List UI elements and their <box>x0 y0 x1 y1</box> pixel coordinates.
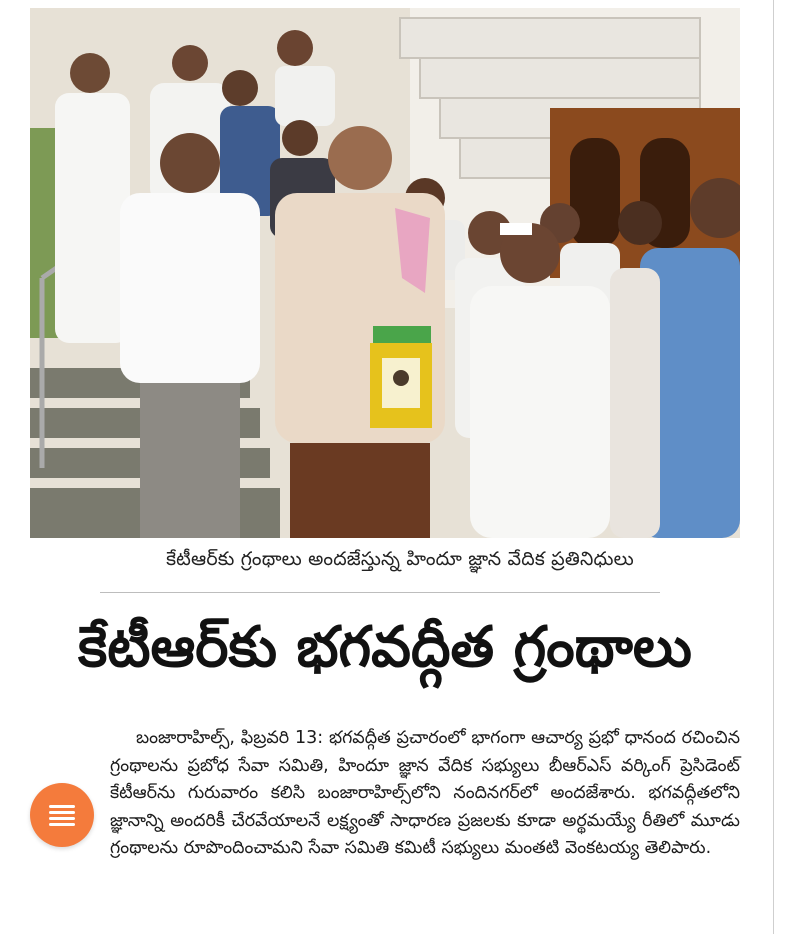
menu-icon <box>49 804 75 826</box>
menu-button[interactable] <box>30 783 94 847</box>
article-paragraph: బంజారాహిల్స్‌, ఫిబ్రవరి 13: భగవద్గీత ప్రచారంలో భాగంగా ఆచార్య ప్రభో ధానంద రచించిన గ్రంథాలను ప్రబోధ సేవా సమితి, హిందూ జ్ఞాన వేదిక సభ్యులు బీఆర్‌ఎస్‌ వర్కింగ్‌ ప్రెసిడెంట్‌ కేటీఆర్‌ను గురువారం కలిసి బంజారాహిల్స్‌లోని నందినగర్‌లో అందజేశారు. భగవద్గీతలోని జ్ఞానాన్ని అందరికీ చేరవేయాలనే లక్ష్యంతో సాధారణ ప్రజలకు కూడా అర్థమయ్యే రీతిలో మూడు గ్రంథాలను రూపొందించామని సేవా సమితి కమిటీ సభ్యులు మంతటి వెంకటయ్య తెలిపారు. <box>110 728 740 858</box>
caption-divider <box>100 592 660 593</box>
article-body <box>110 725 740 863</box>
column-divider <box>773 0 774 934</box>
headline: కేటీఆర్‌కు భగవద్గీత గ్రంథాలు <box>78 615 692 680</box>
photo-caption: కేటీఆర్‌కు గ్రంథాలు అందజేస్తున్న హిందూ జ్ఞాన వేదిక ప్రతినిధులు <box>166 548 634 570</box>
news-photo <box>30 8 740 538</box>
